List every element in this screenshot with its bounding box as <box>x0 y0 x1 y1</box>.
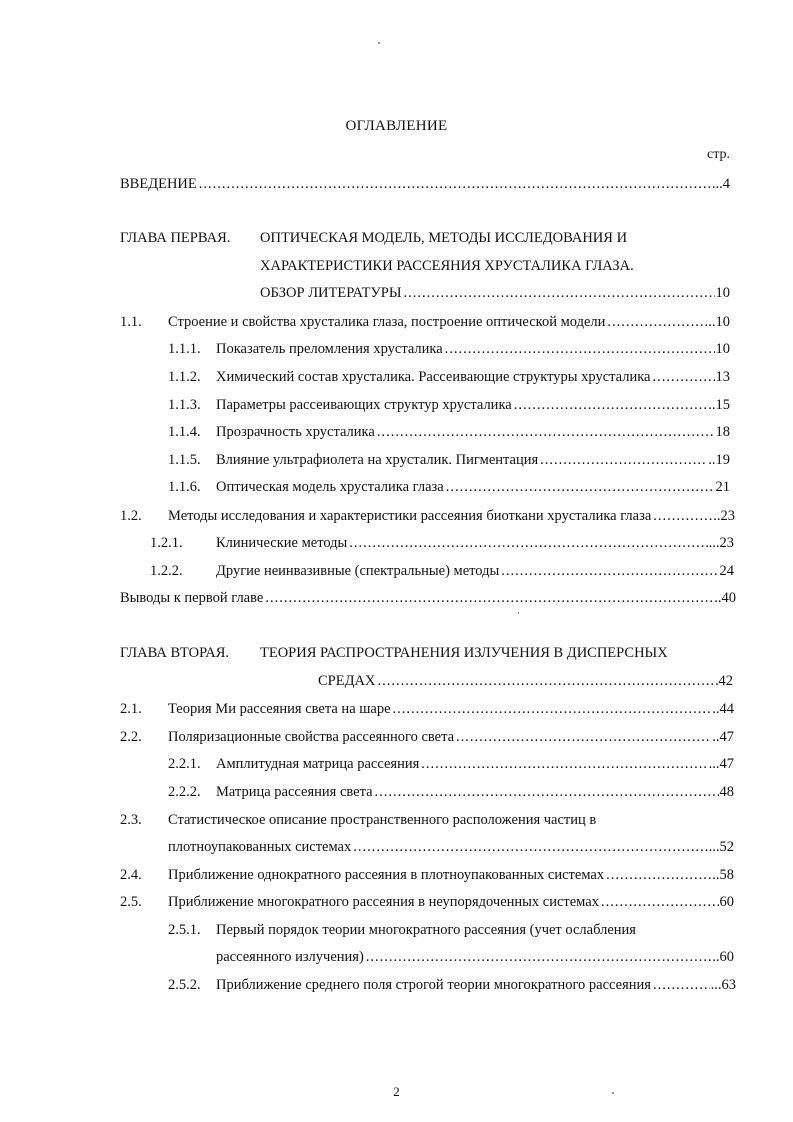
chapter-label: ГЛАВА ВТОРАЯ. <box>120 645 230 661</box>
leader-dots <box>540 449 707 471</box>
scan-speck <box>612 1092 614 1094</box>
entry-number: 2.1. <box>120 701 142 717</box>
entry-number: 2.5.1. <box>168 922 201 938</box>
entry-page: 21 <box>715 479 730 495</box>
entry-number: 2.2.1. <box>168 756 201 772</box>
entry-page: ..19 <box>708 452 730 468</box>
entry-number: 1.1.4. <box>168 424 201 440</box>
entry-number: 1.1.2. <box>168 369 201 385</box>
leader-dots <box>377 670 717 692</box>
entry-text: Параметры рассеивающих структур хрусталика <box>216 397 512 413</box>
leader-dots <box>265 587 713 609</box>
entry-page: ...23 <box>708 535 734 551</box>
entry-text: Другие неинвазивные (спектральные) методы <box>216 563 500 579</box>
entry-number: 1.2.1. <box>150 535 183 551</box>
leader-dots <box>501 560 718 582</box>
entry-page: 60 <box>719 894 734 910</box>
entry-number: 1.1.1. <box>168 341 201 357</box>
leader-dots <box>366 946 711 968</box>
entry-number: 1.1.5. <box>168 452 201 468</box>
entry-number: 2.4. <box>120 867 142 883</box>
entry-text-line2: рассеянного излучения) <box>216 949 364 965</box>
entry-text: Приближение многократного рассеяния в неупорядоченных системах <box>168 894 599 910</box>
entry-text: Показатель преломления хрусталика <box>216 341 443 357</box>
chapter-title-line1: ТЕОРИЯ РАСПРОСТРАНЕНИЯ ИЗЛУЧЕНИЯ В ДИСПЕРСНЫХ <box>260 645 668 661</box>
entry-page: ...63 <box>710 977 736 993</box>
entry-text: Прозрачность хрусталика <box>216 424 375 440</box>
chapter-title-line2: СРЕДАХ <box>318 673 376 689</box>
scan-speck <box>518 612 519 614</box>
leader-dots <box>653 505 712 527</box>
entry-page: ..10 <box>708 314 730 330</box>
entry-text: Приближение среднего поля строгой теории многократного рассеяния <box>216 977 651 993</box>
leader-dots <box>653 974 710 996</box>
chapter-title-line3: ОБЗОР ЛИТЕРАТУРЫ <box>260 285 402 301</box>
entry-page: 18 <box>715 424 730 440</box>
entry-page: 10 <box>715 285 730 301</box>
entry-number: 1.2. <box>120 508 142 524</box>
entry-number: 1.1.6. <box>168 479 201 495</box>
entry-page: ...4 <box>711 176 730 192</box>
chapter-title-line2: ХАРАКТЕРИСТИКИ РАССЕЯНИЯ ХРУСТАЛИКА ГЛАЗА. <box>260 258 634 274</box>
entry-number: 2.2.2. <box>168 784 201 800</box>
leader-dots <box>446 476 715 498</box>
leader-dots <box>199 173 711 195</box>
entry-text-line2: плотноупакованных системах <box>168 839 352 855</box>
leader-dots <box>349 532 707 554</box>
entry-number: 2.5.2. <box>168 977 201 993</box>
leader-dots <box>353 836 707 858</box>
toc-title: ОГЛАВЛЕНИЕ <box>345 118 448 134</box>
entry-page: 48 <box>719 784 734 800</box>
entry-page: ..44 <box>712 701 734 717</box>
page-number: 2 <box>393 1084 400 1099</box>
entry-number: 2.5. <box>120 894 142 910</box>
entry-text: Методы исследования и характеристики рассеяния биоткани хрусталика глаза <box>168 508 652 524</box>
leader-dots <box>421 753 707 775</box>
entry-page: 24 <box>719 563 734 579</box>
entry-text: Строение и свойства хрусталика глаза, построение оптической модели <box>168 314 606 330</box>
entry-number: 2.3. <box>120 812 142 828</box>
entry-page: ..58 <box>712 867 734 883</box>
leader-dots <box>375 781 719 803</box>
entry-page: ...52 <box>708 839 734 855</box>
entry-text: ВВЕДЕНИЕ <box>120 176 197 192</box>
entry-text-line1: Статистическое описание пространственного расположения частиц в <box>168 812 597 828</box>
chapter-title-line1: ОПТИЧЕСКАЯ МОДЕЛЬ, МЕТОДЫ ИССЛЕДОВАНИЯ И <box>260 230 628 246</box>
entry-text: Клинические методы <box>216 535 348 551</box>
entry-page: 10 <box>715 341 730 357</box>
entry-page: ..23 <box>713 508 735 524</box>
leader-dots <box>514 394 708 416</box>
entry-page: 42 <box>718 673 733 689</box>
leader-dots <box>403 282 714 304</box>
entry-page: ..47 <box>712 729 734 745</box>
entry-text: Влияние ультрафиолета на хрусталик. Пигментация <box>216 452 539 468</box>
entry-page: ..15 <box>708 397 730 413</box>
entry-text: Приближение однократного рассеяния в плотноупакованных системах <box>168 867 605 883</box>
entry-page: 13 <box>715 369 730 385</box>
entry-number: 1.2.2. <box>150 563 183 579</box>
entry-text: Выводы к первой главе <box>120 590 264 606</box>
leader-dots <box>601 891 719 913</box>
leader-dots <box>607 311 707 333</box>
entry-text: Амплитудная матрица рассеяния <box>216 756 420 772</box>
leader-dots <box>377 421 715 443</box>
entry-text-line1: Первый порядок теории многократного рассеяния (учет ослабления <box>216 922 636 938</box>
leader-dots <box>652 366 714 388</box>
entry-number: 1.1.3. <box>168 397 201 413</box>
page-column-label: стр. <box>706 147 730 162</box>
entry-page: ..60 <box>712 949 734 965</box>
leader-dots <box>456 726 711 748</box>
leader-dots <box>445 338 715 360</box>
leader-dots <box>606 864 711 886</box>
entry-number: 1.1. <box>120 314 142 330</box>
entry-text: Оптическая модель хрусталика глаза <box>216 479 444 495</box>
entry-number: 2.2. <box>120 729 142 745</box>
entry-text: Теория Ми рассеяния света на шаре <box>168 701 391 717</box>
entry-page: ...47 <box>708 756 734 772</box>
scan-speck <box>378 42 380 44</box>
leader-dots <box>393 698 712 720</box>
entry-text: Поляризационные свойства рассеянного света <box>168 729 455 745</box>
entry-page: ..40 <box>714 590 736 606</box>
entry-text: Матрица рассеяния света <box>216 784 373 800</box>
entry-text: Химический состав хрусталика. Рассеивающие структуры хрусталика <box>216 369 651 385</box>
chapter-label: ГЛАВА ПЕРВАЯ. <box>120 230 231 246</box>
